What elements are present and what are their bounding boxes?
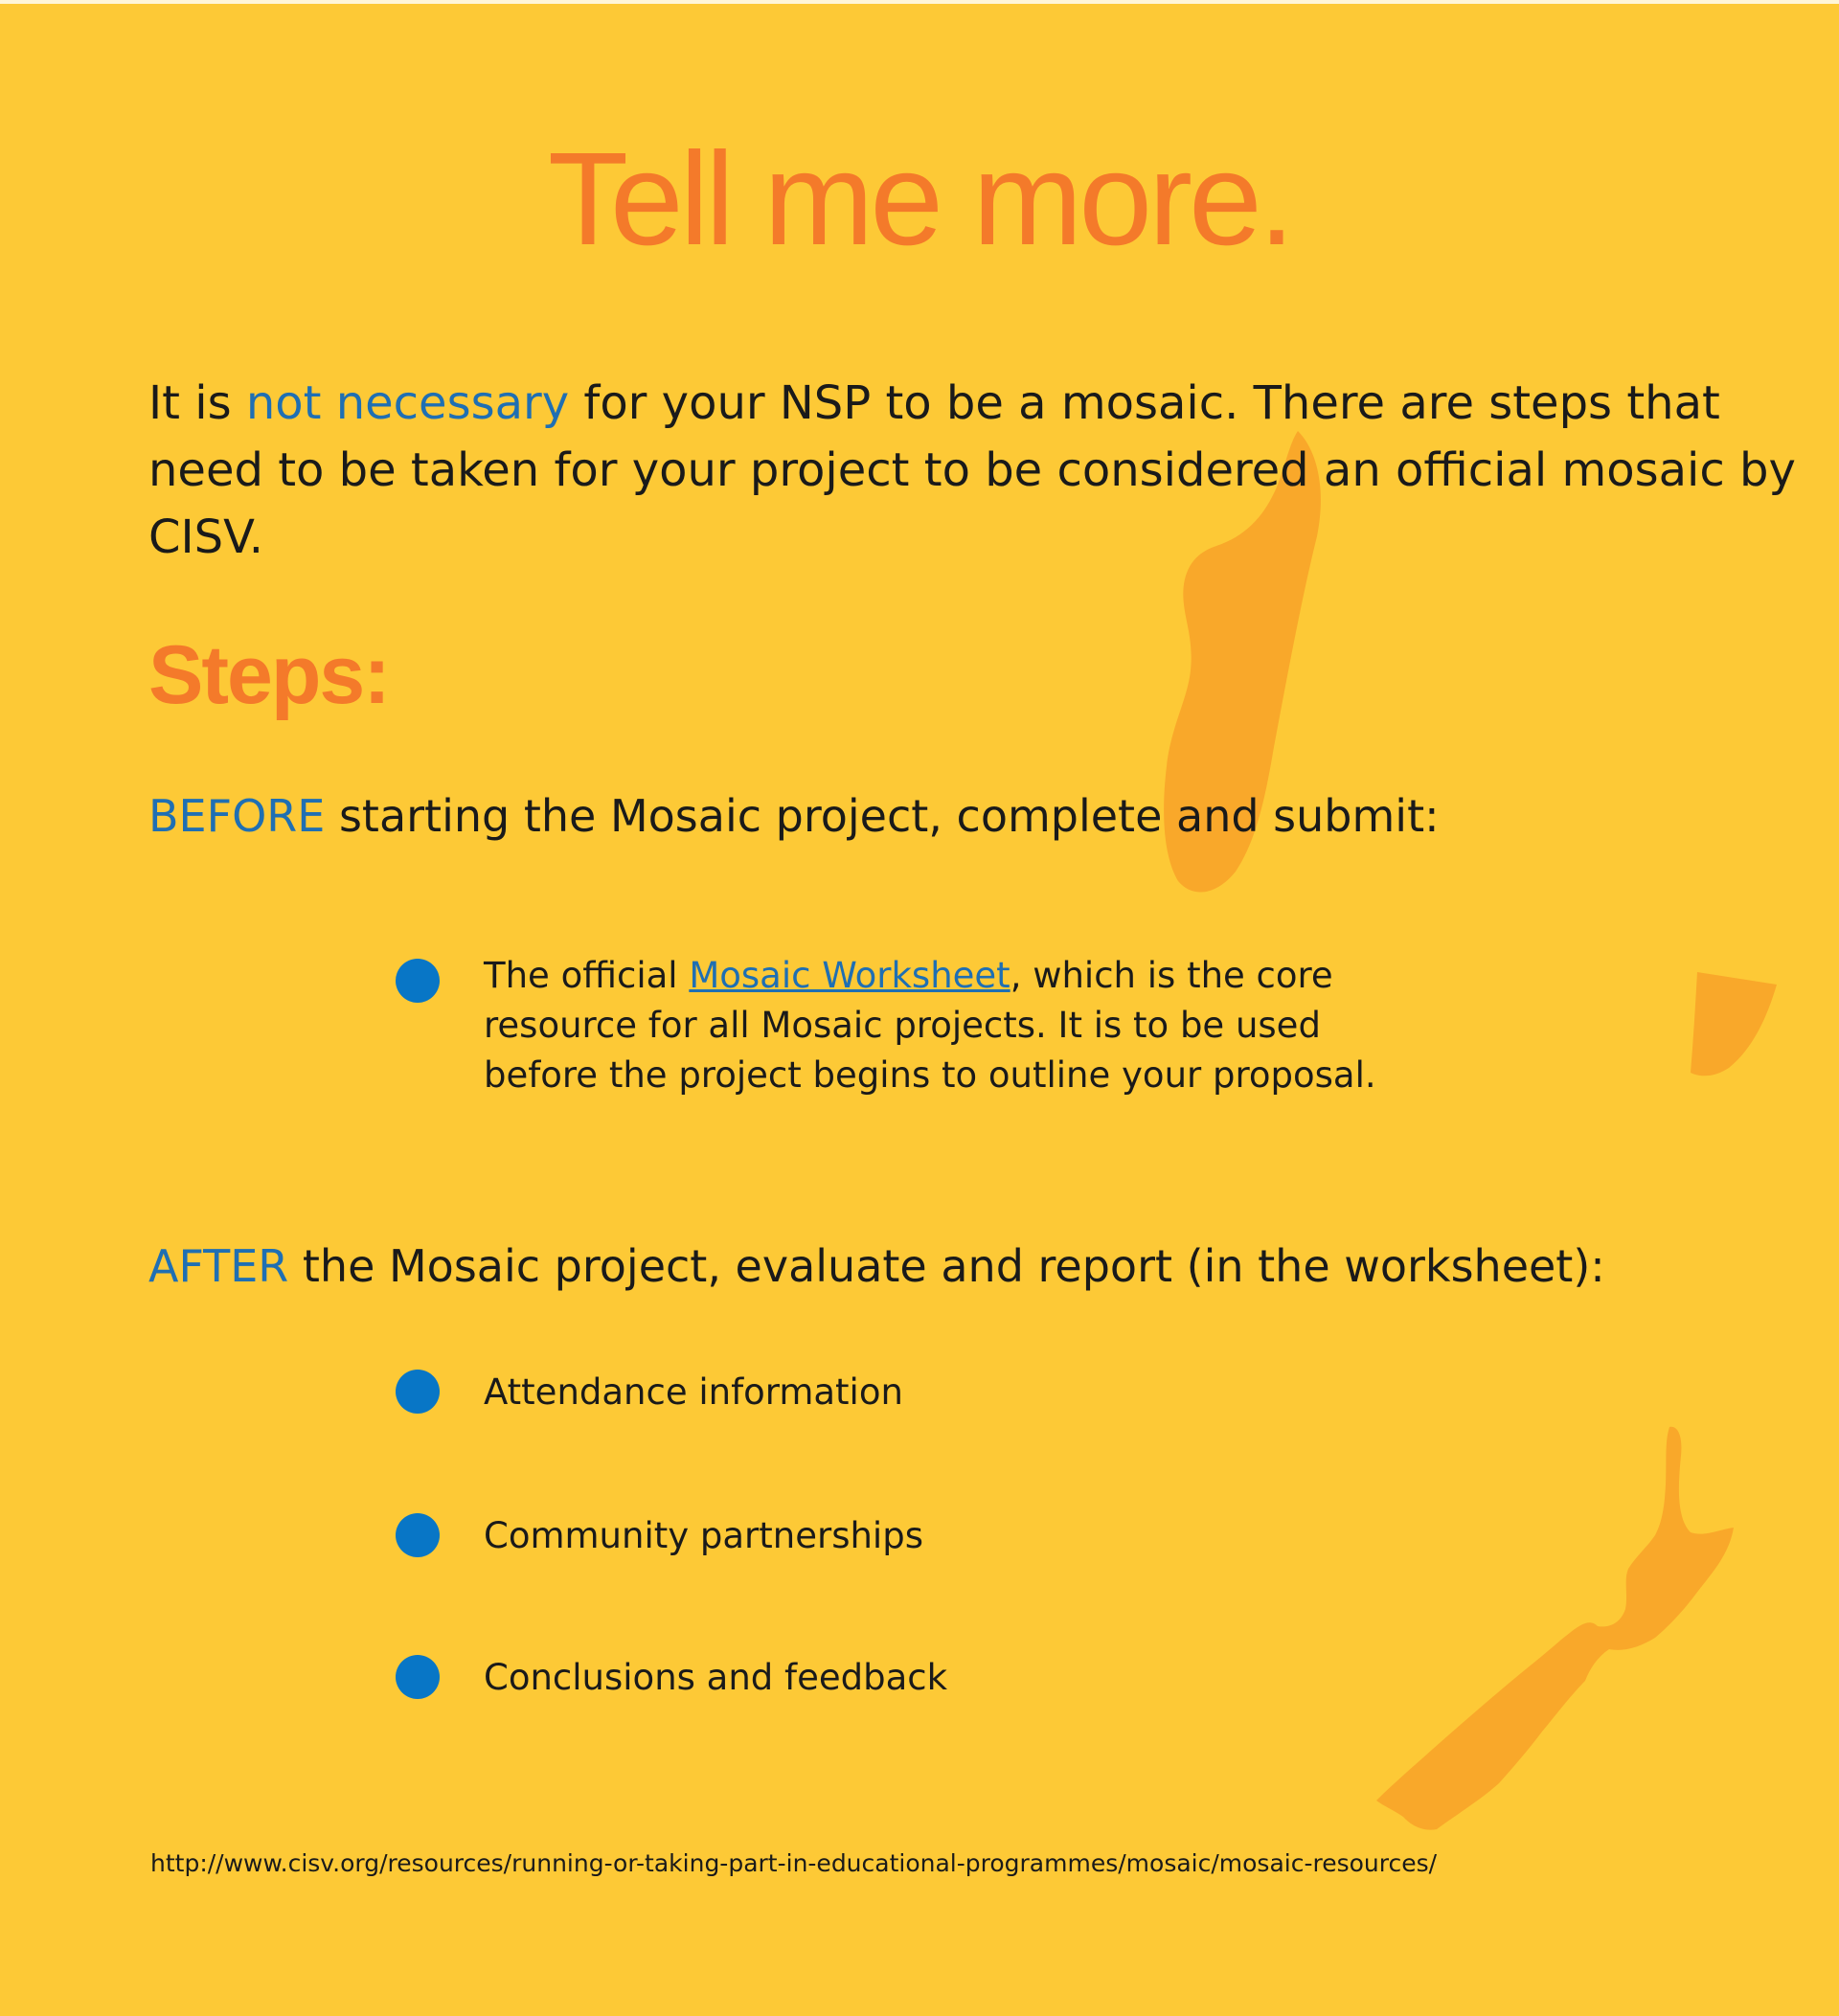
before-item-text	[484, 951, 1442, 1100]
new-zealand-map-icon	[1376, 1427, 1734, 1830]
bullet-icon	[396, 1655, 440, 1699]
bullet-icon	[396, 959, 440, 1003]
page-title: Tell me more.	[547, 125, 1292, 273]
before-item-prefix: The official	[484, 955, 690, 996]
after-keyword: AFTER	[148, 1240, 289, 1292]
intro-suffix: for your NSP to be a mosaic. There are steps that need to be taken for your project to be considered an official mosaic by CISV.	[148, 376, 1796, 564]
before-keyword: BEFORE	[148, 790, 326, 842]
bullet-icon	[396, 1370, 440, 1414]
intro-prefix: It is	[148, 376, 246, 430]
island-fragment-icon	[1691, 972, 1777, 1076]
before-text: starting the Mosaic project, complete and submit:	[325, 790, 1440, 842]
bullet-icon	[396, 1513, 440, 1557]
after-section-heading	[148, 1237, 1605, 1295]
after-item-text: Community partnerships	[484, 1515, 923, 1556]
after-item-text: Attendance information	[484, 1371, 903, 1413]
mosaic-worksheet-link[interactable]: Mosaic Worksheet	[689, 955, 1010, 996]
after-text: the Mosaic project, evaluate and report (in the worksheet):	[288, 1240, 1605, 1292]
before-item-suffix: , which is the core resource for all Mosaic projects. It is to be used before the project begins to outline your proposal.	[484, 955, 1376, 1096]
after-item-text: Conclusions and feedback	[484, 1657, 948, 1698]
footer-url: http://www.cisv.org/resources/running-or-taking-part-in-educational-programmes/mosaic/mosaic-resources/	[150, 1849, 1438, 1877]
intro-paragraph	[148, 370, 1815, 571]
before-section-heading	[148, 787, 1440, 845]
steps-heading: Steps:	[148, 629, 389, 721]
intro-highlight: not necessary	[245, 376, 570, 430]
